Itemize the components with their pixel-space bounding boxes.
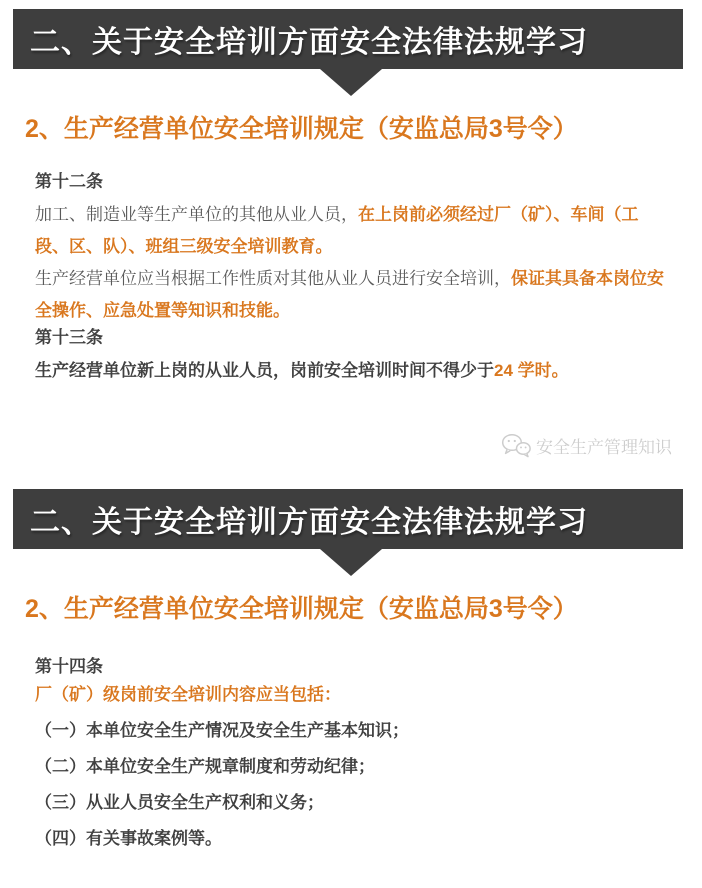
clause-heading <box>35 327 672 349</box>
section-header-bar <box>13 489 683 549</box>
text-segment: 第十三条 <box>35 328 103 347</box>
text-segment: （三）从业人员安全生产权利和义务； <box>35 793 324 812</box>
text-segment: 加工、制造业等生产单位的其他从业人员， <box>35 205 358 224</box>
text-segment: （一）本单位安全生产情况及安全生产基本知识； <box>35 721 409 740</box>
text-segment: 第十二条 <box>35 172 103 191</box>
slide-title: 2、生产经营单位安全培训规定（安监总局3号令） <box>25 595 578 623</box>
text-segment: 24 学时。 <box>494 361 569 380</box>
section-header-bar <box>13 9 683 69</box>
clause-heading <box>35 171 672 193</box>
article-paragraph <box>35 199 672 263</box>
watermark-text: 安全生产管理知识 <box>536 438 672 457</box>
header-arrow-down-icon <box>320 69 382 96</box>
section-header-title: 二、关于安全培训方面安全法律法规学习 <box>30 26 588 59</box>
section-header-title: 二、关于安全培训方面安全法律法规学习 <box>30 506 588 539</box>
text-segment: 厂（矿）级岗前安全培训内容应当包括： <box>35 685 341 704</box>
article-paragraph <box>35 263 672 327</box>
article-paragraph <box>35 355 672 387</box>
text-segment: 在上岗前必须经过厂（矿）、车间（工段、区、队）、班组三级安全培训教育。 <box>35 205 639 256</box>
wechat-icon <box>501 433 531 458</box>
slide-body <box>35 171 672 387</box>
article-paragraph <box>35 756 672 778</box>
text-segment: 保证其具备本岗位安全操作、应急处置等知识和技能。 <box>35 269 664 320</box>
slide-2 <box>0 480 702 864</box>
article-paragraph <box>35 792 672 814</box>
watermark <box>501 433 672 458</box>
clause-heading <box>35 656 672 678</box>
header-arrow-down-icon <box>320 549 382 576</box>
text-segment: 生产经营单位新上岗的从业人员，岗前安全培训时间不得少于 <box>35 361 494 380</box>
text-segment: 生产经营单位应当根据工作性质对其他从业人员进行安全培训， <box>35 269 511 288</box>
article-paragraph <box>35 828 672 850</box>
article-paragraph <box>35 720 672 742</box>
article-paragraph <box>35 684 672 706</box>
text-segment: （二）本单位安全生产规章制度和劳动纪律； <box>35 757 375 776</box>
slide-body <box>35 656 672 850</box>
text-segment: 第十四条 <box>35 657 103 676</box>
slide-title: 2、生产经营单位安全培训规定（安监总局3号令） <box>25 115 578 143</box>
text-segment: （四）有关事故案例等。 <box>35 829 222 848</box>
